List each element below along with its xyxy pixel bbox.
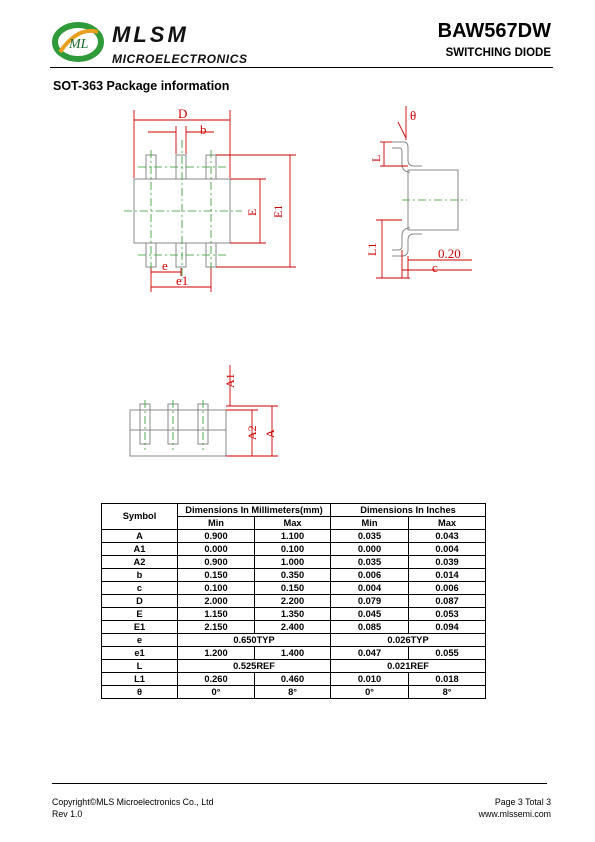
table-row [102,621,486,634]
cell-in-min: 0.010 [331,673,409,686]
header-in-min: Min [331,517,409,530]
part-description: SWITCHING DIODE [445,47,551,59]
table-row [102,673,486,686]
cell-mm-min: 2.150 [178,621,255,634]
cell-mm-max: 1.100 [255,530,331,543]
table-row [102,530,486,543]
cell-symbol: e [102,634,178,647]
cell-mm-typ: 0.525REF [178,660,331,673]
table-row [102,582,486,595]
label-L1: L1 [365,242,379,256]
cell-in-min: 0.000 [331,543,409,556]
copyright-text: Copyright©MLS Microelectronics Co., Ltd [52,797,214,807]
lower-lead-outer [392,234,422,256]
label-E1: E1 [271,204,285,218]
cell-mm-max: 8° [255,686,331,699]
top-view-drawing [118,100,308,295]
cell-in-max: 0.094 [409,621,486,634]
logo-text: ML [69,37,89,52]
cell-in-max: 0.055 [409,647,486,660]
lower-lead-inner [392,228,410,250]
cell-mm-max: 0.350 [255,569,331,582]
cell-in-min: 0.045 [331,608,409,621]
cell-symbol: E1 [102,621,178,634]
label-A: A [263,429,277,438]
cell-symbol: A1 [102,543,178,556]
cell-mm-min: 0° [178,686,255,699]
cell-symbol: θ [102,686,178,699]
cell-in-max: 0.039 [409,556,486,569]
cell-mm-max: 1.000 [255,556,331,569]
cell-in-max: 0.006 [409,582,486,595]
cell-mm-typ: 0.650TYP [178,634,331,647]
brand-subtitle: MICROELECTRONICS [112,52,248,66]
label-e1: e1 [176,273,189,288]
section-title: SOT-363 Package information [53,79,230,93]
dimension-table [101,503,486,699]
cell-in-max: 8° [409,686,486,699]
cell-mm-min: 0.100 [178,582,255,595]
table-row [102,634,486,647]
label-E: E [245,208,259,216]
cell-mm-min: 0.900 [178,556,255,569]
cell-symbol: L [102,660,178,673]
cell-in-min: 0.085 [331,621,409,634]
cell-in-min: 0.047 [331,647,409,660]
front-view-drawing [118,360,288,465]
mlsm-logo [52,22,104,62]
cell-symbol: L1 [102,673,178,686]
page-number: Page 3 Total 3 [494,797,551,807]
header-inches: Dimensions In Inches [331,504,486,517]
label-theta: θ [410,108,417,123]
footer-divider [52,783,547,784]
label-e: e [162,258,168,273]
cell-in-max: 0.018 [409,673,486,686]
cell-mm-max: 0.100 [255,543,331,556]
revision-text: Rev 1.0 [52,809,83,819]
cell-in-max: 0.053 [409,608,486,621]
cell-mm-min: 1.150 [178,608,255,621]
brand-name: MLSM [112,22,189,47]
cell-in-min: 0° [331,686,409,699]
cell-symbol: A [102,530,178,543]
cell-mm-min: 0.900 [178,530,255,543]
table-row [102,543,486,556]
cell-symbol: e1 [102,647,178,660]
cell-symbol: c [102,582,178,595]
header-mm: Dimensions In Millimeters(mm) [178,504,331,517]
cell-mm-min: 1.200 [178,647,255,660]
label-c: c [432,260,438,275]
cell-symbol: A2 [102,556,178,569]
cell-mm-min: 2.000 [178,595,255,608]
dimension-lines [134,110,296,292]
cell-in-max: 0.004 [409,543,486,556]
cell-mm-min: 0.150 [178,569,255,582]
cell-in-min: 0.035 [331,556,409,569]
part-number: BAW567DW [437,20,551,42]
side-view-drawing [362,100,482,285]
header-mm-max: Max [255,517,331,530]
table-row [102,608,486,621]
table-row [102,660,486,673]
table-row [102,595,486,608]
cell-in-max: 0.087 [409,595,486,608]
front-centerlines [145,400,203,450]
website-link[interactable]: www.mlssemi.com [478,809,551,819]
cell-in-min: 0.004 [331,582,409,595]
header-in-max: Max [409,517,486,530]
cell-in-typ: 0.021REF [331,660,486,673]
upper-lead-inner [392,148,410,172]
cell-mm-max: 1.350 [255,608,331,621]
cell-mm-max: 0.460 [255,673,331,686]
label-020: 0.20 [438,246,461,261]
cell-mm-max: 1.400 [255,647,331,660]
label-L: L [369,154,383,162]
cell-symbol: E [102,608,178,621]
cell-mm-min: 0.000 [178,543,255,556]
table-row [102,686,486,699]
cell-symbol: D [102,595,178,608]
label-D: D [178,106,188,121]
cell-in-max: 0.043 [409,530,486,543]
header-divider [50,67,553,68]
cell-mm-max: 0.150 [255,582,331,595]
header-symbol: Symbol [102,504,178,530]
cell-in-typ: 0.026TYP [331,634,486,647]
header-mm-min: Min [178,517,255,530]
upper-lead-outer [392,142,422,166]
table-row [102,647,486,660]
table-row [102,569,486,582]
label-A2: A2 [245,425,259,440]
label-A1: A1 [223,373,237,388]
cell-in-min: 0.079 [331,595,409,608]
cell-in-min: 0.006 [331,569,409,582]
centerlines [124,140,242,280]
label-b: b [200,122,207,137]
cell-mm-min: 0.260 [178,673,255,686]
cell-in-min: 0.035 [331,530,409,543]
cell-symbol: b [102,569,178,582]
table-row [102,556,486,569]
cell-mm-max: 2.400 [255,621,331,634]
cell-mm-max: 2.200 [255,595,331,608]
cell-in-max: 0.014 [409,569,486,582]
